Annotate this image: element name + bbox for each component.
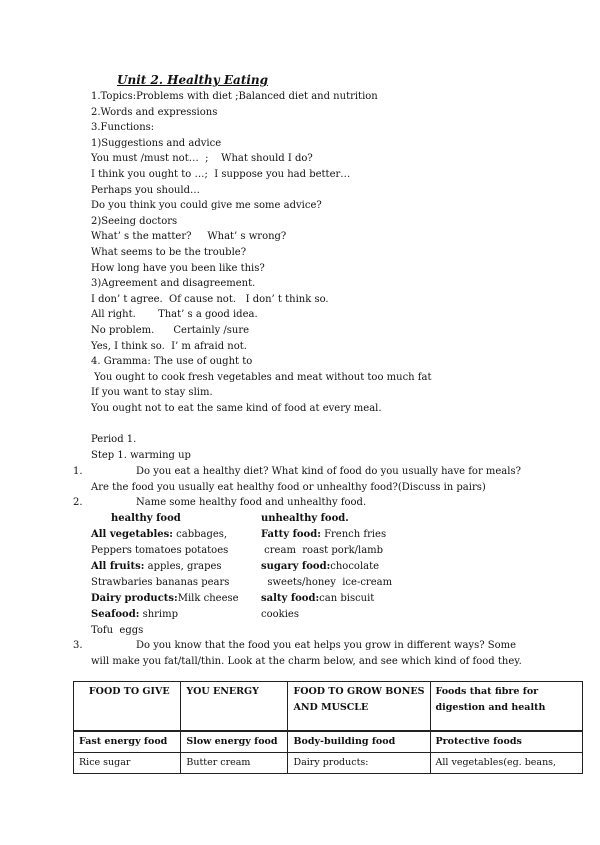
outline-line: Do you think you could give me some advice? <box>91 200 322 212</box>
outline-line: Yes, I think so. I’ m afraid not. <box>91 340 247 352</box>
unhealthy-food-item-text: cream roast pork/lamb <box>261 545 384 556</box>
table-header-cell: FOOD TO GIVE <box>74 682 181 732</box>
healthy-food-item-text: apples, grapes <box>144 561 222 572</box>
healthy-food-item <box>91 577 229 589</box>
q3-number: 3. <box>73 640 83 651</box>
outline-line: 1)Suggestions and advice <box>91 137 222 149</box>
healthy-food-category-label: All fruits: <box>91 561 145 572</box>
outline-line: What seems to be the trouble? <box>91 247 247 258</box>
healthy-food-item <box>91 609 178 621</box>
outline-line: You ought to cook fresh vegetables and meat without too much fat <box>91 371 432 383</box>
table-subheader-cell: Fast energy food <box>74 731 181 753</box>
table-subheader-row <box>74 731 583 753</box>
unhealthy-food-category-label: sugary food: <box>261 561 331 572</box>
unhealthy-food-item <box>261 609 299 621</box>
outline-line: 3.Functions: <box>91 122 155 134</box>
table-header-cell: Foods that fibre for digestion and health <box>430 682 583 732</box>
outline-line: 2.Words and expressions <box>91 106 218 118</box>
q1-line2: Are the food you usually eat healthy food or unhealthy food?(Discuss in pairs) <box>91 482 486 493</box>
outline-line: You ought not to eat the same kind of food at every meal. <box>91 403 382 414</box>
outline-line: 1.Topics:Problems with diet ;Balanced diet and nutrition <box>91 91 378 102</box>
unhealthy-food-item-text: sweets/honey ice-cream <box>261 577 393 588</box>
unhealthy-food-item <box>261 593 374 605</box>
healthy-food-category-label: All vegetables: <box>91 529 173 540</box>
unhealthy-food-item <box>261 561 379 573</box>
unhealthy-food-category-label: Fatty food: <box>261 529 321 540</box>
healthy-food-item <box>91 593 239 605</box>
table-header-row <box>74 682 583 732</box>
healthy-food-category-label: Seafood: <box>91 609 140 620</box>
table-cell: All vegetables(eg. beans, <box>430 753 583 774</box>
table-cell: Butter cream <box>181 753 288 774</box>
table-header-cell: FOOD TO GROW BONES AND MUSCLE <box>288 682 430 732</box>
healthy-food-item <box>91 529 227 541</box>
healthy-food-category-label: Dairy products: <box>91 593 178 604</box>
outline-line: 4. Gramma: The use of ought to <box>91 356 253 368</box>
q1-line1: Do you eat a healthy diet? What kind of food do you usually have for meals? <box>136 466 521 477</box>
unhealthy-food-item-text: cookies <box>261 609 299 620</box>
q2-number: 2. <box>73 497 83 508</box>
outline-line: I don’ t agree. Of cause not. I don’ t think so. <box>91 293 329 305</box>
outline-line: What’ s the matter? What’ s wrong? <box>91 231 287 243</box>
healthy-food-item-text: Milk cheese <box>177 593 239 604</box>
food-table <box>73 681 583 774</box>
table-header-cell: YOU ENERGY <box>181 682 288 732</box>
healthy-food-item-text: cabbages, <box>172 529 228 540</box>
outline-line: You must /must not… ; What should I do? <box>91 153 313 165</box>
unhealthy-food-item <box>261 529 386 541</box>
q3-line2: will make you fat/tall/thin. Look at the charm below, and see which kind of food they. <box>91 656 522 667</box>
outline-line: Perhaps you should… <box>91 184 201 196</box>
unhealthy-food-item <box>261 545 383 557</box>
period-label: Period 1. <box>91 434 137 445</box>
outline-line: 2)Seeing doctors <box>91 215 178 227</box>
unhealthy-food-item-text: can biscuit <box>319 593 375 604</box>
unhealthy-food-heading: unhealthy food. <box>261 513 349 524</box>
table-subheader-cell: Body-building food <box>288 731 430 753</box>
unhealthy-food-item <box>261 577 392 589</box>
step-label: Step 1. warming up <box>91 450 191 461</box>
unhealthy-food-item-text: French fries <box>320 529 387 540</box>
healthy-food-item <box>91 625 143 637</box>
outline-line: No problem. Certainly /sure <box>91 325 250 336</box>
healthy-food-item-text: Strawbaries bananas pears <box>91 577 230 588</box>
page-title: Unit 2. Healthy Eating <box>117 73 269 87</box>
unhealthy-food-category-label: salty food: <box>261 593 320 604</box>
q3-line1: Do you know that the food you eat helps you grow in different ways? Some <box>136 640 517 651</box>
outline-line: All right. That’ s a good idea. <box>91 309 258 321</box>
healthy-food-item-text: Peppers tomatoes potatoes <box>91 545 229 556</box>
outline-line: 3)Agreement and disagreement. <box>91 278 256 290</box>
table-subheader-cell: Protective foods <box>430 731 583 753</box>
table-cell: Dairy products: <box>288 753 430 774</box>
outline-line: I think you ought to …; I suppose you had better… <box>91 169 351 180</box>
q1-number: 1. <box>73 466 83 477</box>
healthy-food-item <box>91 545 228 557</box>
unhealthy-food-item-text: chocolate <box>330 561 380 572</box>
table-cell: Rice sugar <box>74 753 181 774</box>
q2-line1: Name some healthy food and unhealthy food. <box>136 497 367 508</box>
outline-line: If you want to stay slim. <box>91 387 213 399</box>
table-row <box>74 753 583 774</box>
healthy-food-heading: healthy food <box>111 513 181 524</box>
outline-line: How long have you been like this? <box>91 262 265 274</box>
healthy-food-item-text: Tofu eggs <box>91 625 144 636</box>
healthy-food-item-text: shrimp <box>139 609 179 620</box>
table-subheader-cell: Slow energy food <box>181 731 288 753</box>
healthy-food-item <box>91 561 222 573</box>
